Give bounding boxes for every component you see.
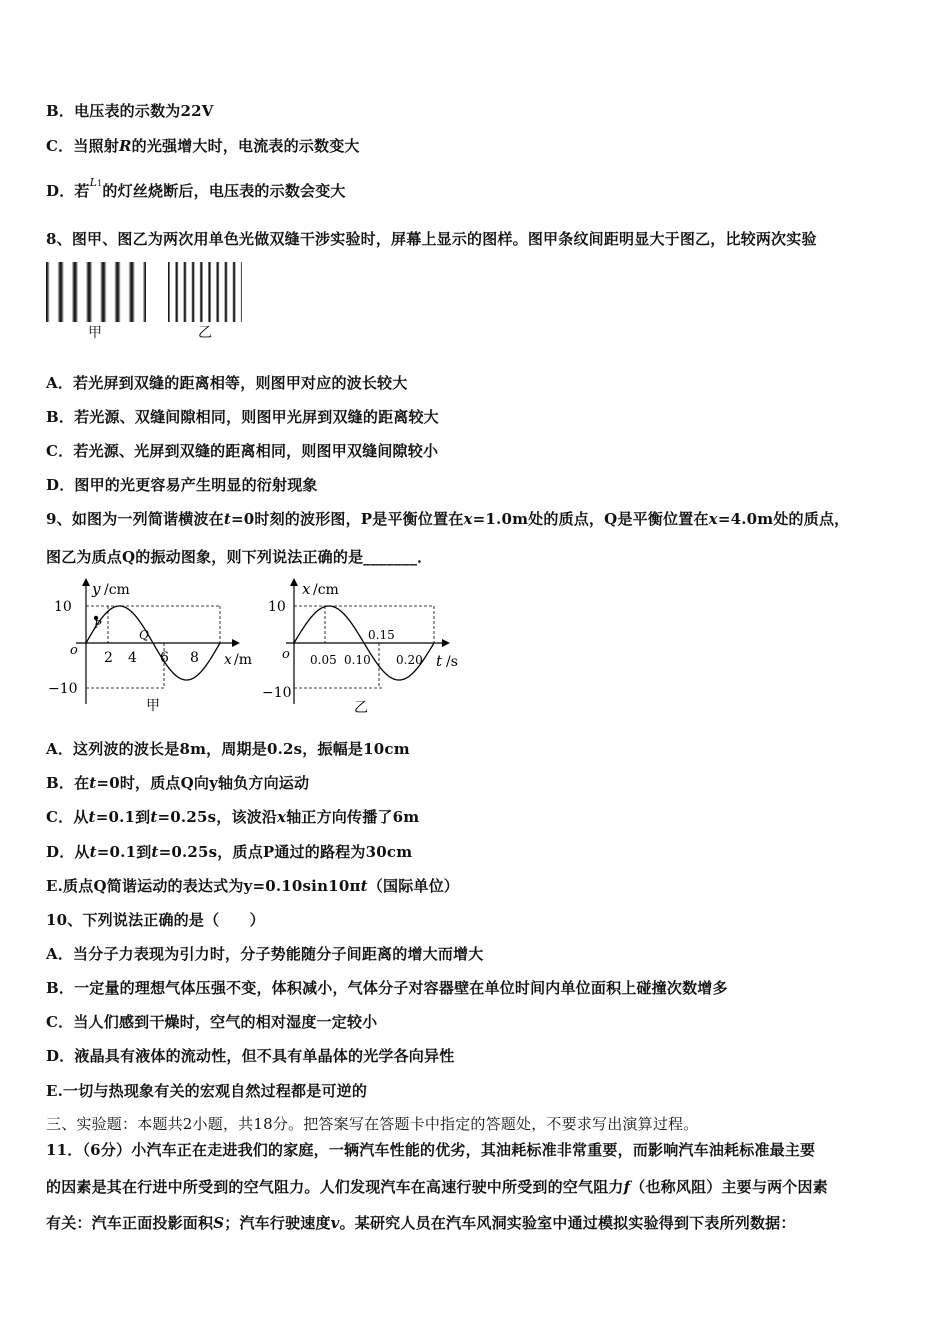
fringe-column	[102, 262, 103, 322]
fringe-column	[236, 262, 237, 322]
fringe-column	[101, 262, 102, 322]
fringe-column	[138, 262, 139, 322]
fringe-column	[84, 262, 85, 322]
q8-option-c: C．若光源、光屏到双缝的距离相同，则图甲双缝间隙较小	[46, 442, 439, 460]
fringe-column	[120, 262, 121, 322]
fringe-column	[60, 262, 61, 322]
fringe-column	[87, 262, 88, 322]
y-axis-arrow	[82, 578, 90, 586]
fringe-column	[100, 262, 101, 322]
fringe-column	[205, 262, 206, 322]
q9-stem-line2: 图乙为质点Q的振动图象，则下列说法正确的是_______．	[46, 548, 433, 566]
fringe-column	[116, 262, 117, 322]
t-axis-arrow	[442, 639, 450, 647]
fringe-column	[53, 262, 54, 322]
fringe-column	[171, 262, 172, 322]
fringe-column	[103, 262, 104, 322]
fringe-column	[80, 262, 81, 322]
fringe-column	[89, 262, 90, 322]
q8-option-b: B．若光源、双缝间隙相同，则图甲光屏到双缝的距离较大	[46, 408, 439, 426]
fringe-column	[48, 262, 49, 322]
fringe-column	[238, 262, 239, 322]
fringe-column	[212, 262, 213, 322]
fringe-column	[194, 262, 195, 322]
q9-option-b: B．在t=0时，质点Q向y轴负方向运动	[46, 774, 310, 792]
fringe-column	[229, 262, 230, 322]
fringe-column	[218, 262, 219, 322]
origin-label: o	[70, 643, 78, 658]
fringe-column	[132, 262, 133, 322]
y-axis-unit: /cm	[104, 582, 130, 598]
q9-option-a: A．这列波的波长是8m，周期是0.2s，振幅是10cm	[46, 740, 410, 758]
graph-caption-yi: 乙	[354, 700, 368, 716]
fringe-column	[142, 262, 143, 322]
origin-label: o	[282, 647, 290, 662]
fringe-column	[123, 262, 124, 322]
fringe-column	[182, 262, 183, 322]
fringe-column	[235, 262, 236, 322]
fringe-column	[207, 262, 208, 322]
fringe-column	[118, 262, 119, 322]
fringe-column	[173, 262, 174, 322]
fringe-column	[230, 262, 231, 322]
fringe-column	[203, 262, 204, 322]
fringe-column	[108, 262, 109, 322]
fringe-column	[231, 262, 232, 322]
fringe-column	[112, 262, 113, 322]
fringe-column	[125, 262, 126, 322]
x-axis-arrow	[232, 639, 240, 647]
fringe-column	[72, 262, 73, 322]
fringe-column	[47, 262, 48, 322]
q9-option-e: E.质点Q简谐运动的表达式为y=0.10sin10πt（国际单位）	[46, 877, 459, 895]
fringe-column	[90, 262, 91, 322]
fringe-column	[220, 262, 221, 322]
fringe-column	[69, 262, 70, 322]
fringe-column	[180, 262, 181, 322]
q10-option-a: A．当分子力表现为引力时，分子势能随分子间距离的增大而增大	[46, 945, 484, 963]
fringe-column	[209, 262, 210, 322]
fringe-column	[234, 262, 235, 322]
fringe-column	[195, 262, 196, 322]
fringe-column	[124, 262, 125, 322]
fringe-column	[186, 262, 187, 322]
fringe-column	[131, 262, 132, 322]
graph-caption-jia: 甲	[146, 698, 160, 714]
fringe-column	[204, 262, 205, 322]
fringe-column	[133, 262, 134, 322]
fringe-column	[239, 262, 240, 322]
fringe-column	[216, 262, 217, 322]
fringe-column	[88, 262, 89, 322]
q10-option-d: D．液晶具有液体的流动性，但不具有单晶体的光学各向异性	[46, 1047, 455, 1065]
fringe-column	[52, 262, 53, 322]
fringe-column	[81, 262, 82, 322]
fringe-column	[175, 262, 176, 322]
fringe-column	[200, 262, 201, 322]
fringe-column	[145, 262, 146, 322]
tick-2: 2	[104, 650, 113, 666]
fringe-column	[135, 262, 136, 322]
fringe-column	[143, 262, 144, 322]
fringe-column	[76, 262, 77, 322]
fringe-column	[169, 262, 170, 322]
fringe-column	[61, 262, 62, 322]
fringe-column	[73, 262, 74, 322]
vibration-graph-yi	[262, 576, 472, 720]
fringe-column	[82, 262, 83, 322]
fringe-column	[214, 262, 215, 322]
y-axis-arrow	[290, 578, 298, 586]
fringe-column	[190, 262, 191, 322]
q10-stem: 10、下列说法正确的是（ ）	[46, 911, 265, 929]
q9-option-d: D．从t=0.1到t=0.25s，质点P通过的路程为30cm	[46, 843, 413, 861]
fringe-column	[174, 262, 175, 322]
q-label: Q	[139, 628, 149, 642]
y-axis-label: y	[92, 580, 101, 598]
fringe-column	[105, 262, 106, 322]
interference-pattern-yi	[168, 262, 242, 326]
fringe-column	[228, 262, 229, 322]
fringe-column	[79, 262, 80, 322]
fringe-column	[224, 262, 225, 322]
fringe-column	[134, 262, 135, 322]
y-axis-label: x	[302, 580, 311, 598]
fringe-column	[113, 262, 114, 322]
fringe-column	[109, 262, 110, 322]
fringe-column	[192, 262, 193, 322]
fringe-column	[202, 262, 203, 322]
fringe-column	[223, 262, 224, 322]
fringe-column	[221, 262, 222, 322]
q11-line2: 的因素是其在行进中所受到的空气阻力。人们发现汽车在高速行驶中所受到的空气阻力f（也称风阻）主要与两个因素	[46, 1178, 828, 1196]
fringe-column	[139, 262, 140, 322]
fringe-column	[185, 262, 186, 322]
fringe-column	[189, 262, 190, 322]
fringe-column	[93, 262, 94, 322]
fringe-column	[98, 262, 99, 322]
fringe-column	[68, 262, 69, 322]
fringe-column	[208, 262, 209, 322]
fringe-column	[99, 262, 100, 322]
fringe-column	[115, 262, 116, 322]
fringe-column	[233, 262, 234, 322]
tick-005: 0.05	[310, 653, 337, 667]
fringe-column	[97, 262, 98, 322]
fringe-column	[74, 262, 75, 322]
fringe-column	[50, 262, 51, 322]
fringe-column	[211, 262, 212, 322]
fringe-column	[119, 262, 120, 322]
fringe-column	[198, 262, 199, 322]
q9-stem-line1: 9、如图为一列简谐横波在t=0时刻的波形图，P是平衡位置在x=1.0m处的质点，Q是平衡位置在x=4.0m处的质点，	[46, 510, 850, 528]
fringe-column	[217, 262, 218, 322]
y-min-label: −10	[48, 681, 78, 697]
tick-4: 4	[128, 650, 137, 666]
q10-option-c: C．当人们感到干燥时，空气的相对湿度一定较小	[46, 1013, 378, 1031]
t-axis-unit: /s	[446, 654, 458, 670]
fringe-column	[107, 262, 108, 322]
fringe-column	[129, 262, 130, 322]
fringe-column	[215, 262, 216, 322]
fringe-column	[46, 262, 47, 322]
fig-label-yi: 乙	[198, 325, 212, 341]
fringe-column	[121, 262, 122, 322]
fringe-column	[177, 262, 178, 322]
q7-option-c: C．当照射R的光强增大时，电流表的示数变大	[46, 137, 360, 155]
fringe-column	[96, 262, 97, 322]
fringe-column	[77, 262, 78, 322]
fringe-column	[106, 262, 107, 322]
fringe-column	[179, 262, 180, 322]
x-axis-label: x	[224, 652, 232, 668]
fringe-column	[213, 262, 214, 322]
fringe-column	[110, 262, 111, 322]
fringe-column	[240, 262, 241, 322]
q8-stem: 8、图甲、图乙为两次用单色光做双缝干涉实验时，屏幕上显示的图样。图甲条纹间距明显大于图乙，比较两次实验	[46, 230, 817, 248]
fringe-column	[227, 262, 228, 322]
fringe-column	[55, 262, 56, 322]
fringe-column	[241, 262, 242, 322]
fringe-column	[141, 262, 142, 322]
fringe-column	[83, 262, 84, 322]
t-axis-label: t	[436, 652, 443, 670]
fringe-column	[170, 262, 171, 322]
fringe-column	[49, 262, 50, 322]
fringe-column	[91, 262, 92, 322]
tick-6: 6	[160, 650, 169, 666]
tick-8: 8	[190, 650, 199, 666]
fringe-column	[75, 262, 76, 322]
fringe-column	[193, 262, 194, 322]
fringe-column	[136, 262, 137, 322]
fringe-column	[127, 262, 128, 322]
fringe-column	[191, 262, 192, 322]
fringe-column	[206, 262, 207, 322]
q9-option-c: C．从t=0.1到t=0.25s，该波沿x轴正方向传播了6m	[46, 808, 420, 826]
fringe-column	[62, 262, 63, 322]
fringe-column	[196, 262, 197, 322]
fringe-column	[225, 262, 226, 322]
fig-label-jia: 甲	[88, 325, 102, 341]
wave-graph-jia-svg	[46, 576, 266, 716]
fringe-column	[168, 262, 169, 322]
q11-line3: 有关：汽车正面投影面积S；汽车行驶速度v。某研究人员在汽车风洞实验室中通过模拟实验得到下表所列数据：	[46, 1214, 796, 1232]
fringe-column	[59, 262, 60, 322]
tick-020: 0.20	[396, 653, 423, 667]
y-max-label: 10	[268, 599, 286, 615]
fringe-column	[237, 262, 238, 322]
fringe-column	[172, 262, 173, 322]
fringe-column	[184, 262, 185, 322]
fringe-column	[188, 262, 189, 322]
q10-option-e: E.一切与热现象有关的宏观自然过程都是可逆的	[46, 1082, 368, 1100]
q11-line1: 11．（6分）小汽车正在走进我们的家庭，一辆汽车性能的优劣，其油耗标准非常重要，而影响汽车油耗标准最主要	[46, 1141, 816, 1159]
fringe-column	[64, 262, 65, 322]
fringe-column	[51, 262, 52, 322]
fringe-column	[54, 262, 55, 322]
y-min-label: −10	[262, 685, 292, 701]
fringe-column	[187, 262, 188, 322]
fringe-column	[114, 262, 115, 322]
fringe-column	[57, 262, 58, 322]
fringe-column	[197, 262, 198, 322]
fringe-column	[199, 262, 200, 322]
fringe-column	[222, 262, 223, 322]
q8-option-a: A．若光屏到双缝的距离相等，则图甲对应的波长较大	[46, 374, 408, 392]
fringe-column	[126, 262, 127, 322]
fringe-column	[111, 262, 112, 322]
y-axis-unit: /cm	[313, 582, 339, 598]
fringe-column	[66, 262, 67, 322]
fringe-column	[122, 262, 123, 322]
fringe-column	[176, 262, 177, 322]
tick-015: 0.15	[368, 628, 395, 642]
vibration-graph-yi-svg	[262, 576, 472, 716]
section-3-title: 三、实验题：本题共2小题，共18分。把答案写在答题卡中指定的答题处，不要求写出演算过程。	[46, 1115, 699, 1133]
fringe-column	[219, 262, 220, 322]
fringe-column	[137, 262, 138, 322]
fringe-column	[65, 262, 66, 322]
fringe-column	[86, 262, 87, 322]
fringe-column	[210, 262, 211, 322]
fringe-column	[130, 262, 131, 322]
q10-option-b: B．一定量的理想气体压强不变，体积减小，气体分子对容器壁在单位时间内单位面积上碰撞次数增多	[46, 979, 728, 997]
fringe-column	[56, 262, 57, 322]
fringe-column	[201, 262, 202, 322]
fringe-column	[94, 262, 95, 322]
q7-option-b: B．电压表的示数为22V	[46, 102, 214, 120]
q8-option-d: D．图甲的光更容易产生明显的衍射现象	[46, 476, 318, 494]
p-label: P	[94, 618, 102, 631]
fringe-yi-svg	[168, 262, 242, 322]
fringe-jia-svg	[46, 262, 146, 322]
fringe-column	[67, 262, 68, 322]
fringe-column	[181, 262, 182, 322]
y-max-label: 10	[54, 599, 72, 615]
fringe-column	[78, 262, 79, 322]
fringe-column	[178, 262, 179, 322]
interference-pattern-jia	[46, 262, 146, 326]
fringe-column	[70, 262, 71, 322]
fringe-column	[117, 262, 118, 322]
wave-graph-jia	[46, 576, 266, 720]
fringe-column	[95, 262, 96, 322]
fringe-column	[92, 262, 93, 322]
fringe-column	[58, 262, 59, 322]
fringe-column	[85, 262, 86, 322]
fringe-column	[226, 262, 227, 322]
fringe-column	[104, 262, 105, 322]
x-axis-unit: /m	[234, 652, 252, 668]
q7-option-d: D．若$^{L1}$的灯丝烧断后，电压表的示数会变大	[46, 176, 346, 200]
fringe-column	[128, 262, 129, 322]
fringe-column	[140, 262, 141, 322]
tick-010: 0.10	[344, 653, 371, 667]
fringe-column	[232, 262, 233, 322]
fringe-column	[183, 262, 184, 322]
fringe-column	[144, 262, 145, 322]
fringe-column	[63, 262, 64, 322]
fringe-column	[71, 262, 72, 322]
